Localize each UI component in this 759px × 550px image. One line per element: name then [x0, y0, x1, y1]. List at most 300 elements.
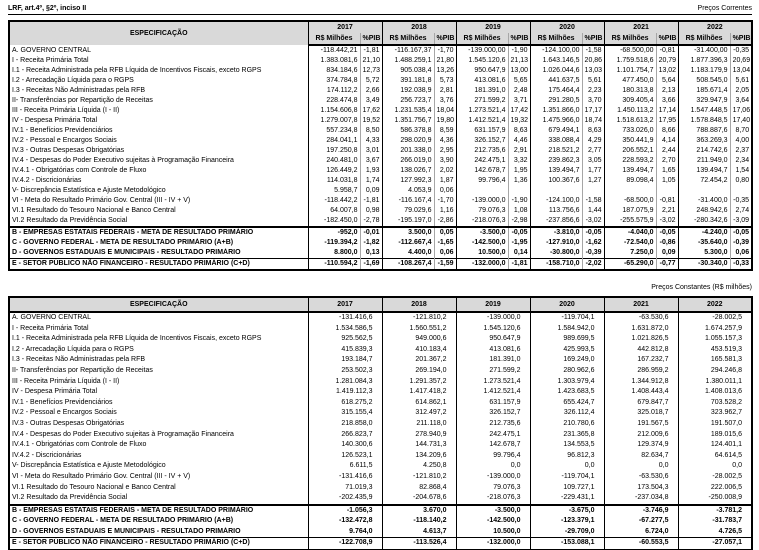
value-cell: -250.008,9: [678, 493, 752, 505]
value-cell: 1.383.081,6: [308, 56, 360, 66]
pib-cell: 2,48: [508, 86, 530, 96]
table-row: [9, 186, 752, 196]
pib-cell: 3,71: [508, 96, 530, 106]
table-row: [9, 408, 752, 419]
pib-unit-header: %PIB: [434, 33, 456, 45]
value-cell: 298.020,9: [382, 136, 434, 146]
value-cell: -63.530,6: [604, 472, 678, 483]
value-cell: 1.631.872,0: [604, 324, 678, 335]
value-cell: 8.800,0: [308, 248, 360, 259]
pib-cell: -1,81: [360, 45, 382, 56]
table-row: [9, 196, 752, 206]
year-header: 2020: [530, 21, 604, 33]
pib-cell: 13,04: [730, 66, 752, 76]
table-row: [9, 527, 752, 538]
constant-prices-table: [8, 296, 753, 550]
value-cell: 413.081,6: [456, 345, 530, 356]
value-cell: 1.450.113,2: [604, 106, 656, 116]
value-cell: 1.291.357,2: [382, 377, 456, 388]
value-cell: -1.056,3: [308, 505, 382, 517]
value-cell: 222.006,5: [678, 483, 752, 494]
table-row: [9, 324, 752, 335]
value-cell: 9.764,0: [308, 527, 382, 538]
year-header: 2021: [604, 297, 678, 312]
pib-cell: 17,17: [582, 106, 604, 116]
pib-cell: 1,87: [434, 176, 456, 186]
value-cell: 374.784,8: [308, 76, 360, 86]
value-cell: 4.053,9: [382, 186, 434, 196]
pib-cell: 8,63: [508, 126, 530, 136]
value-cell: 3.670,0: [382, 505, 456, 517]
pib-cell: 4,36: [434, 136, 456, 146]
row-label: IV.4 - Despesas do Poder Executivo sujeitas à Programação Financeira: [12, 430, 234, 438]
value-cell: -195.197,0: [382, 216, 434, 227]
value-cell: 312.497,2: [382, 408, 456, 419]
pib-cell: 3,76: [434, 96, 456, 106]
table-row: [9, 76, 752, 86]
value-cell: 113.756,6: [530, 206, 582, 216]
pib-cell: 17,40: [730, 116, 752, 126]
value-cell: -127.910,0: [530, 238, 582, 248]
pib-unit-header: %PIB: [508, 33, 530, 45]
row-label: E - SETOR PÚBLICO NÃO FINANCEIRO - RESULTADO PRIMÁRIO (C+D): [9, 259, 308, 271]
value-cell: 253.502,3: [308, 366, 382, 377]
pib-cell: 13,26: [434, 66, 456, 76]
value-cell: 1.545.120,6: [456, 324, 530, 335]
value-cell: 142.678,7: [456, 440, 530, 451]
row-label: VI.2 Resultado da Previdência Social: [12, 494, 128, 502]
row-label: IV - Despesa Primária Total: [12, 117, 98, 124]
value-cell: 169.249,0: [530, 355, 604, 366]
value-cell: 1.547.448,5: [678, 106, 730, 116]
row-label: D - GOVERNOS ESTADUAIS E MUNICIPAIS - RESULTADO PRIMÁRIO: [12, 527, 241, 535]
value-cell: -110.594,2: [308, 259, 360, 271]
value-cell: 788.887,6: [678, 126, 730, 136]
value-cell: 127.992,3: [382, 176, 434, 186]
spec-column-header: ESPECIFICAÇÃO: [9, 297, 308, 312]
pib-cell: 3,64: [730, 96, 752, 106]
pib-cell: 3,66: [656, 96, 678, 106]
law-reference: LRF, art.4º, §2º, inciso II: [8, 5, 87, 12]
value-cell: -158.710,0: [530, 259, 582, 271]
value-cell: -202.435,9: [308, 493, 382, 505]
value-cell: 294.246,8: [678, 366, 752, 377]
pib-cell: -1,65: [434, 238, 456, 248]
value-cell: -153.088,1: [530, 538, 604, 550]
value-cell: 4.613,7: [382, 527, 456, 538]
row-label: I.2 - Arrecadação Líquida para o RGPS: [12, 77, 134, 84]
pib-cell: 0,05: [434, 227, 456, 238]
value-cell: 655.424,7: [530, 398, 604, 409]
value-cell: 834.184,6: [308, 66, 360, 76]
value-cell: 949.000,6: [382, 334, 456, 345]
spec-column-header: ESPECIFICAÇÃO: [9, 21, 308, 45]
value-cell: 248.942,6: [678, 206, 730, 216]
table-row: [9, 126, 752, 136]
pib-cell: -0,81: [656, 45, 678, 56]
pib-cell: 3,05: [582, 156, 604, 166]
value-cell: 925.562,5: [308, 334, 382, 345]
table-row: [9, 334, 752, 345]
pib-cell: -3,09: [730, 216, 752, 227]
value-cell: 6.611,5: [308, 461, 382, 472]
value-cell: 3.500,0: [382, 227, 434, 238]
value-cell: 989.699,5: [530, 334, 604, 345]
value-cell: 1.560.551,2: [382, 324, 456, 335]
value-cell: 1.273.521,4: [456, 106, 508, 116]
pib-cell: 4,00: [730, 136, 752, 146]
pib-unit-header: %PIB: [360, 33, 382, 45]
value-cell: -31.783,7: [678, 516, 752, 527]
year-header: 2020: [530, 297, 604, 312]
year-header: 2018: [382, 21, 456, 33]
value-unit-header: R$ Milhões: [456, 33, 508, 45]
value-cell: -35.640,0: [678, 238, 730, 248]
current-prices-caption: Preços Correntes: [697, 5, 752, 12]
pib-cell: 13,02: [656, 66, 678, 76]
pib-cell: 21,80: [434, 56, 456, 66]
value-cell: 64.614,5: [678, 451, 752, 462]
value-cell: 10.500,0: [456, 248, 508, 259]
value-cell: 181.391,0: [456, 355, 530, 366]
value-cell: 1.154.606,8: [308, 106, 360, 116]
value-cell: 124.401,1: [678, 440, 752, 451]
value-cell: 185.671,4: [678, 86, 730, 96]
value-cell: -124.100,0: [530, 196, 582, 206]
value-cell: 256.723,7: [382, 96, 434, 106]
value-cell: 99.796,4: [456, 451, 530, 462]
pib-cell: 2,66: [360, 86, 382, 96]
value-cell: 0,0: [530, 461, 604, 472]
pib-cell: -1,70: [434, 196, 456, 206]
pib-cell: 5,61: [730, 76, 752, 86]
table-row: [9, 66, 752, 76]
value-cell: 905.038,4: [382, 66, 434, 76]
table-row: [9, 472, 752, 483]
table-row: [9, 430, 752, 441]
pib-cell: 5,72: [360, 76, 382, 86]
value-cell: -30.800,0: [530, 248, 582, 259]
value-cell: -68.500,0: [604, 196, 656, 206]
value-cell: 64.007,8: [308, 206, 360, 216]
value-cell: -218.076,3: [456, 216, 508, 227]
pib-cell: 17,95: [656, 116, 678, 126]
value-cell: 325.018,7: [604, 408, 678, 419]
value-cell: 189.015,6: [678, 430, 752, 441]
value-cell: 1.545.120,6: [456, 56, 508, 66]
row-label: IV.1 - Benefícios Previdenciários: [12, 398, 113, 406]
value-cell: [604, 186, 656, 196]
row-label: IV.4.1 - Obrigatórias com Controle de Fluxo: [12, 167, 147, 174]
pib-cell: -0,39: [582, 248, 604, 259]
table-row: [9, 227, 752, 238]
pib-cell: 17,42: [508, 106, 530, 116]
pib-cell: [656, 186, 678, 196]
pib-cell: 0,09: [360, 186, 382, 196]
value-cell: -124.100,00: [530, 45, 582, 56]
row-label: I.3 - Receitas Não Administradas pela RFB: [12, 356, 146, 364]
value-cell: 309.405,4: [604, 96, 656, 106]
row-label: I - Receita Primária Total: [12, 57, 89, 64]
value-cell: 211.949,0: [678, 156, 730, 166]
constant-prices-caption: Preços Constantes (R$ milhões): [651, 284, 752, 291]
pib-cell: 12,73: [360, 66, 382, 76]
value-cell: 187.075,9: [604, 206, 656, 216]
value-cell: -255.575,9: [604, 216, 656, 227]
pib-cell: 19,80: [434, 116, 456, 126]
value-cell: 269.194,0: [382, 366, 456, 377]
row-label: I.3 - Receitas Não Administradas pela RFB: [12, 87, 146, 94]
row-label: A. GOVERNO CENTRAL: [12, 314, 91, 321]
value-cell: 1.279.007,8: [308, 116, 360, 126]
value-cell: 129.374,9: [604, 440, 678, 451]
value-cell: 242.475,1: [456, 430, 530, 441]
table-row: [9, 505, 752, 517]
value-cell: -4.240,0: [678, 227, 730, 238]
value-cell: 0,0: [604, 461, 678, 472]
year-header: 2017: [308, 21, 382, 33]
table-row: [9, 355, 752, 366]
row-label: I - Receita Primária Total: [12, 324, 89, 332]
value-cell: 89.098,4: [604, 176, 656, 186]
value-cell: 1.759.518,6: [604, 56, 656, 66]
value-cell: 618.275,2: [308, 398, 382, 409]
table-row: [9, 106, 752, 116]
row-label: IV.2 - Pessoal e Encargos Sociais: [12, 409, 117, 417]
value-cell: 1.055.157,3: [678, 334, 752, 345]
value-cell: 5.300,0: [678, 248, 730, 259]
value-cell: 231.365,8: [530, 430, 604, 441]
value-cell: 218.858,0: [308, 419, 382, 430]
value-cell: -119.704,1: [530, 472, 604, 483]
pib-unit-header: %PIB: [730, 33, 752, 45]
row-label: IV.4 - Despesas do Poder Executivo sujeitas à Programação Financeira: [12, 157, 234, 164]
pib-cell: -0,05: [730, 227, 752, 238]
value-cell: 140.300,6: [308, 440, 382, 451]
value-cell: 1.417.418,2: [382, 387, 456, 398]
value-cell: 703.528,2: [678, 398, 752, 409]
title-bar: [8, 2, 752, 15]
value-cell: -119.394,2: [308, 238, 360, 248]
row-label: IV.2 - Pessoal e Encargos Sociais: [12, 137, 117, 144]
value-cell: 212.735,6: [456, 146, 508, 156]
value-cell: 1.231.535,4: [382, 106, 434, 116]
value-cell: -229.431,1: [530, 493, 604, 505]
year-header: 2022: [678, 21, 752, 33]
pib-cell: -1,70: [434, 45, 456, 56]
row-label: V- Discrepância Estatística e Ajuste Metodológico: [12, 187, 166, 194]
value-cell: -28.002,5: [678, 472, 752, 483]
value-cell: -131.416,6: [308, 472, 382, 483]
value-cell: 206.552,1: [604, 146, 656, 156]
value-cell: -68.500,00: [604, 45, 656, 56]
value-cell: 242.475,1: [456, 156, 508, 166]
row-label: III - Receita Primária Líquida (I - II): [12, 107, 120, 114]
value-cell: 197.250,8: [308, 146, 360, 156]
pib-cell: 1,16: [434, 206, 456, 216]
pib-cell: -0,39: [730, 238, 752, 248]
pib-cell: 2,21: [656, 206, 678, 216]
pib-cell: 3,90: [434, 156, 456, 166]
pib-cell: [730, 186, 752, 196]
value-cell: 0,0: [678, 461, 752, 472]
value-cell: -142.500,0: [456, 238, 508, 248]
value-cell: -3.781,2: [678, 505, 752, 517]
value-cell: 557.234,8: [308, 126, 360, 136]
value-cell: -31.400,0: [678, 196, 730, 206]
value-cell: 201.367,2: [382, 355, 456, 366]
table-row: [9, 516, 752, 527]
value-cell: 126.449,2: [308, 166, 360, 176]
value-cell: -3.500,0: [456, 505, 530, 517]
value-cell: -182.450,0: [308, 216, 360, 227]
value-cell: -118.442,2: [308, 196, 360, 206]
pib-cell: 4,29: [582, 136, 604, 146]
pib-cell: 17,14: [656, 106, 678, 116]
pib-cell: 5,65: [508, 76, 530, 86]
value-cell: 79.076,3: [456, 483, 530, 494]
row-label: III - Receita Primária Líquida (I - II): [12, 377, 120, 385]
pib-cell: -1,82: [360, 238, 382, 248]
pib-cell: 2,81: [434, 86, 456, 96]
value-cell: 338.088,4: [530, 136, 582, 146]
value-cell: -139.000,0: [456, 312, 530, 324]
table-row: [9, 146, 752, 156]
value-cell: 1.344.912,8: [604, 377, 678, 388]
value-cell: 1.101.754,7: [604, 66, 656, 76]
year-header: 2017: [308, 297, 382, 312]
value-cell: 631.157,9: [456, 126, 508, 136]
value-cell: 363.269,3: [678, 136, 730, 146]
value-cell: 7.250,0: [604, 248, 656, 259]
value-cell: -27.057,1: [678, 538, 752, 550]
value-cell: -3.746,9: [604, 505, 678, 517]
pib-cell: 2,23: [582, 86, 604, 96]
pib-cell: 8,70: [730, 126, 752, 136]
pib-cell: -2,86: [434, 216, 456, 227]
value-cell: 1.475.966,0: [530, 116, 582, 126]
value-cell: 453.519,3: [678, 345, 752, 356]
table-row: [9, 345, 752, 356]
pib-cell: -0,05: [508, 227, 530, 238]
value-cell: 1.518.613,2: [604, 116, 656, 126]
value-cell: 6.724,0: [604, 527, 678, 538]
row-label: IV.3 - Outras Despesas Obrigatórias: [12, 419, 125, 427]
value-cell: 0,0: [456, 461, 530, 472]
value-cell: 1.877.396,3: [678, 56, 730, 66]
value-cell: 415.839,3: [308, 345, 382, 356]
pib-cell: -0,01: [360, 227, 382, 238]
value-cell: 214.742,6: [678, 146, 730, 156]
pib-cell: 1,74: [360, 176, 382, 186]
value-cell: 71.019,3: [308, 483, 382, 494]
pib-cell: 4,14: [656, 136, 678, 146]
value-cell: [456, 186, 508, 196]
pib-cell: 5,61: [582, 76, 604, 86]
value-cell: 1.412.521,4: [456, 116, 508, 126]
value-cell: -30.340,0: [678, 259, 730, 271]
pib-unit-header: %PIB: [582, 33, 604, 45]
value-cell: 72.454,2: [678, 176, 730, 186]
value-unit-header: R$ Milhões: [382, 33, 434, 45]
value-cell: 212.735,6: [456, 419, 530, 430]
value-cell: 1.412.521,4: [456, 387, 530, 398]
table-row: [9, 461, 752, 472]
pib-cell: 0,14: [508, 248, 530, 259]
value-cell: 1.351.756,7: [382, 116, 434, 126]
pib-cell: 8,63: [582, 126, 604, 136]
value-cell: 1.026.044,6: [530, 66, 582, 76]
pib-cell: 1,95: [508, 166, 530, 176]
pib-cell: -1,69: [360, 259, 382, 271]
value-cell: 1.534.586,5: [308, 324, 382, 335]
table-row: [9, 366, 752, 377]
pib-cell: -2,78: [360, 216, 382, 227]
value-cell: 174.112,2: [308, 86, 360, 96]
pib-cell: 2,37: [730, 146, 752, 156]
value-cell: -31.400,00: [678, 45, 730, 56]
value-cell: 1.183.179,9: [678, 66, 730, 76]
row-label: IV.1 - Benefícios Previdenciários: [12, 127, 113, 134]
pib-cell: 1,65: [656, 166, 678, 176]
value-cell: 138.026,7: [382, 166, 434, 176]
year-header: 2021: [604, 21, 678, 33]
value-cell: 134.209,6: [382, 451, 456, 462]
value-cell: [678, 186, 730, 196]
row-label: B - EMPRESAS ESTATAIS FEDERAIS - META DE RESULTADO PRIMÁRIO: [9, 505, 308, 517]
pib-cell: 0,06: [730, 248, 752, 259]
value-cell: 114.031,8: [308, 176, 360, 186]
row-label: IV.4.2 - Discricionárias: [12, 177, 82, 184]
pib-cell: 4,33: [360, 136, 382, 146]
value-cell: 134.553,5: [530, 440, 604, 451]
pib-cell: -0,33: [730, 259, 752, 271]
pib-cell: -0,77: [656, 259, 678, 271]
value-cell: -118.442,21: [308, 45, 360, 56]
value-cell: 442.812,8: [604, 345, 678, 356]
pib-cell: 2,91: [508, 146, 530, 156]
value-cell: -952,0: [308, 227, 360, 238]
value-unit-header: R$ Milhões: [604, 33, 656, 45]
value-cell: 79.029,6: [382, 206, 434, 216]
value-cell: 109.727,1: [530, 483, 604, 494]
pib-cell: 2,05: [730, 86, 752, 96]
value-cell: 173.504,3: [604, 483, 678, 494]
value-cell: 315.155,4: [308, 408, 382, 419]
value-cell: 4.726,5: [678, 527, 752, 538]
value-cell: 139.494,7: [604, 166, 656, 176]
value-cell: 410.183,4: [382, 345, 456, 356]
row-label: VI.1 Resultado do Tesouro Nacional e Banco Central: [12, 483, 176, 491]
pib-cell: 21,10: [360, 56, 382, 66]
table-row: [9, 398, 752, 409]
value-cell: 284.041,1: [308, 136, 360, 146]
header-row: [9, 21, 752, 33]
value-cell: 1.488.259,1: [382, 56, 434, 66]
table-row: [9, 86, 752, 96]
value-cell: 291.280,5: [530, 96, 582, 106]
pib-cell: -1,62: [582, 238, 604, 248]
value-unit-header: R$ Milhões: [678, 33, 730, 45]
pib-cell: -1,58: [582, 196, 604, 206]
pib-cell: 3,67: [360, 156, 382, 166]
value-cell: -28.002,5: [678, 312, 752, 324]
value-cell: 350.441,9: [604, 136, 656, 146]
value-cell: 82.868,4: [382, 483, 456, 494]
pib-cell: 0,98: [360, 206, 382, 216]
row-label: VI.1 Resultado do Tesouro Nacional e Banco Central: [12, 207, 176, 214]
pib-cell: 3,01: [360, 146, 382, 156]
